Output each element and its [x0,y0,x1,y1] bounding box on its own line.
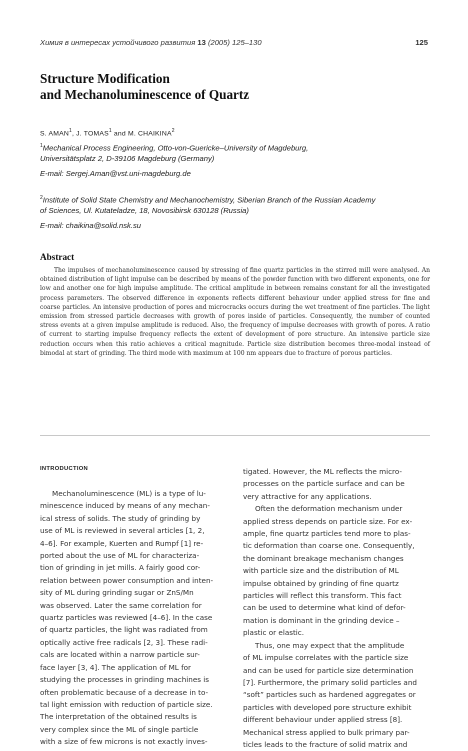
article-title [40,71,430,103]
body-text-line: applied stress depends on particle size. For ex- [243,516,413,526]
introduction-heading: INTRODUCTION [40,466,89,472]
body-text-line: Mechanical stress applied to bulk primary par- [243,727,410,737]
body-text-line: Mechanoluminescence (ML) is a type of lu- [52,489,206,498]
body-text-line: particles with developed pore structure exhibit [243,702,412,712]
body-text-line: very complex since the ML of single particle [40,724,199,734]
body-column-right [243,466,429,751]
journal-name: Химия в интересах устойчивого развития [40,38,196,47]
affiliation-2-marker: 2 [40,195,43,201]
body-text-line: ticles leads to the fracture of solid matrix and [243,739,408,749]
affiliation-1-email: E-mail: Sergej.Aman@vst.uni-magdeburg.de [40,168,191,178]
abstract-heading: Abstract [40,252,75,262]
body-text-line: tigated. However, the ML reflects the micro- [243,467,402,476]
affiliation-1-marker: 1 [40,143,43,149]
author-1-affiliation: 1 [68,128,72,134]
body-text-line: “soft” particles such as hardened aggregates or [243,690,416,700]
body-text-line: ported about the use of ML for characteriza- [40,551,200,561]
page-number: 125 [415,38,428,47]
affiliation-1-line2: Universitätsplatz 2, D-39106 Magdeburg (Germany) [40,153,215,163]
body-text-line: minescence induced by means of any mechan- [40,501,210,511]
body-text-line: face layer [3, 4]. The application of ML for [40,662,191,672]
affiliation-1 [40,141,440,179]
author-2: J. TOMAS [76,130,109,138]
body-text-line: tal light emission with reduction of particle size. [40,699,213,709]
body-text-line: with a size of few microns is not exactly inves- [40,737,208,747]
body-text-line: and can be used for particle size determination [243,665,414,675]
body-text-line: of quartz particles, the light was radiated from [40,625,208,635]
body-text-line: The interpretation of the obtained results is [40,712,197,722]
article-title-line2: and Mechanoluminescence of Quartz [40,87,250,102]
article-title-line1: Structure Modification [40,71,170,86]
body-text-line: particles will reflect this transform. This fact [243,591,402,601]
body-text-line: cals are located within a narrow particle sur- [40,650,200,660]
affiliation-2-email: E-mail: chaikina@solid.nsk.su [40,220,141,230]
affiliation-2 [40,193,440,231]
body-text-line: different behaviour under applied stress [8]. [243,715,403,725]
body-text-line: optically active free radicals [2, 3]. These radi- [40,637,208,647]
author-separator: , [71,130,77,138]
journal-issue-pages: (2005) 125–130 [207,38,262,47]
body-text-line: tion of grinding in jet mills. A fairly good cor- [40,563,201,573]
body-text-line: was observed. Later the same correlation for [40,600,202,610]
body-text-line: impulse obtained by grinding of fine quartz [243,578,399,588]
body-text-line: of ML impulse correlates with the particle size [243,653,409,663]
author-3: M. CHAIKINA [127,130,172,138]
affiliation-2-line2: of Sciences, Ul. Kutateladze, 18, Novosibirsk 630128 (Russia) [40,205,249,215]
body-text-line: 4–6]. For example, Kuerten and Rumpf [1] re- [40,538,204,548]
body-text-line: mation is dominant in the grinding device – [243,615,400,625]
section-divider [40,435,430,436]
body-text-line: often problematic because of a decrease in to- [40,687,209,697]
author-separator: and [111,130,128,138]
body-text-line: use of ML is reviewed in several articles [1, 2, [40,526,205,536]
body-text-line: with particle size and the distribution of ML [243,566,399,576]
author-list [40,128,430,137]
body-text-line: tic deformation than coarse one. Consequently, [243,541,415,551]
body-text-line: plastic or elastic. [243,628,305,638]
affiliation-2-line1: $^2$Institute of Solid State Chemistry and Mechanochemistry, Siberian Branch of the Russian Academy [40,195,376,205]
body-text-line: studying the processes in grinding machines is [40,675,210,685]
body-text-line: ample, fine quartz particles tend more to plas- [243,529,411,539]
body-text-line: Thus, one may expect that the amplitude [255,640,405,650]
author-3-affiliation: 2 [171,128,175,134]
author-1: S. AMAN [40,130,69,138]
journal-header [40,38,390,47]
body-text-line: ical stress of solids. The study of grinding by [40,513,201,523]
body-text-line: relation between power consumption and inten- [40,575,214,585]
body-text-line: [7]. Furthermore, the primary solid particles and [243,677,417,687]
body-column-left [40,488,226,749]
abstract-text: The impulses of mechanoluminescence caused by stressing of fine quartz particles in the stirred mill were analysed. An obtained distribution of light impulse can be described by means of the powder function with two different exponents, one for low and another one for high impulse amplitude. The critical amplitude in between remains constant for all the investigated process parameters. The observed difference in exponents reflects different behaviour under applied stress for fine and coarse particles. An intensive production of pores and microcracks occurs during the wet treatment of fine particles. The light emission from stressed particle decreases with growth of pores inside of particles. Consequently, the number of counted stress events at a given impulse amplitude is reduced. Also, the frequency of impulse decreases with growth of pores. A ratio of current to starting impulse frequency reflects the extent of development of pore structure. An intensive particle size reduction occurs when this ratio achieves a critical magnitude. Particle size distribution becomes three-modal instead of bimodal at start of grinding. The third mode with maximum at 100 nm appears due to fracture of porous particles. [40,267,430,357]
body-text-line: sity of ML during grinding sugar or ZnS/Mn [40,588,194,598]
body-text-line: quartz particles was reviewed [4–6]. In the case [40,613,213,623]
affiliation-1-line1: $^1$Mechanical Process Engineering, Otto-von-Guericke–University of Magdeburg, [40,143,309,153]
body-text-line: Often the deformation mechanism under [255,504,403,514]
body-text-line: can be used to determine what kind of defor- [243,603,406,613]
journal-volume: 13 [197,38,206,47]
body-text-line: processes on the particle surface and can be [243,479,405,489]
author-2-affiliation: 1 [108,128,112,134]
body-text-line: very attractive for any applications. [243,491,372,501]
body-text-line: the dominant breakage mechanism changes [243,553,404,563]
